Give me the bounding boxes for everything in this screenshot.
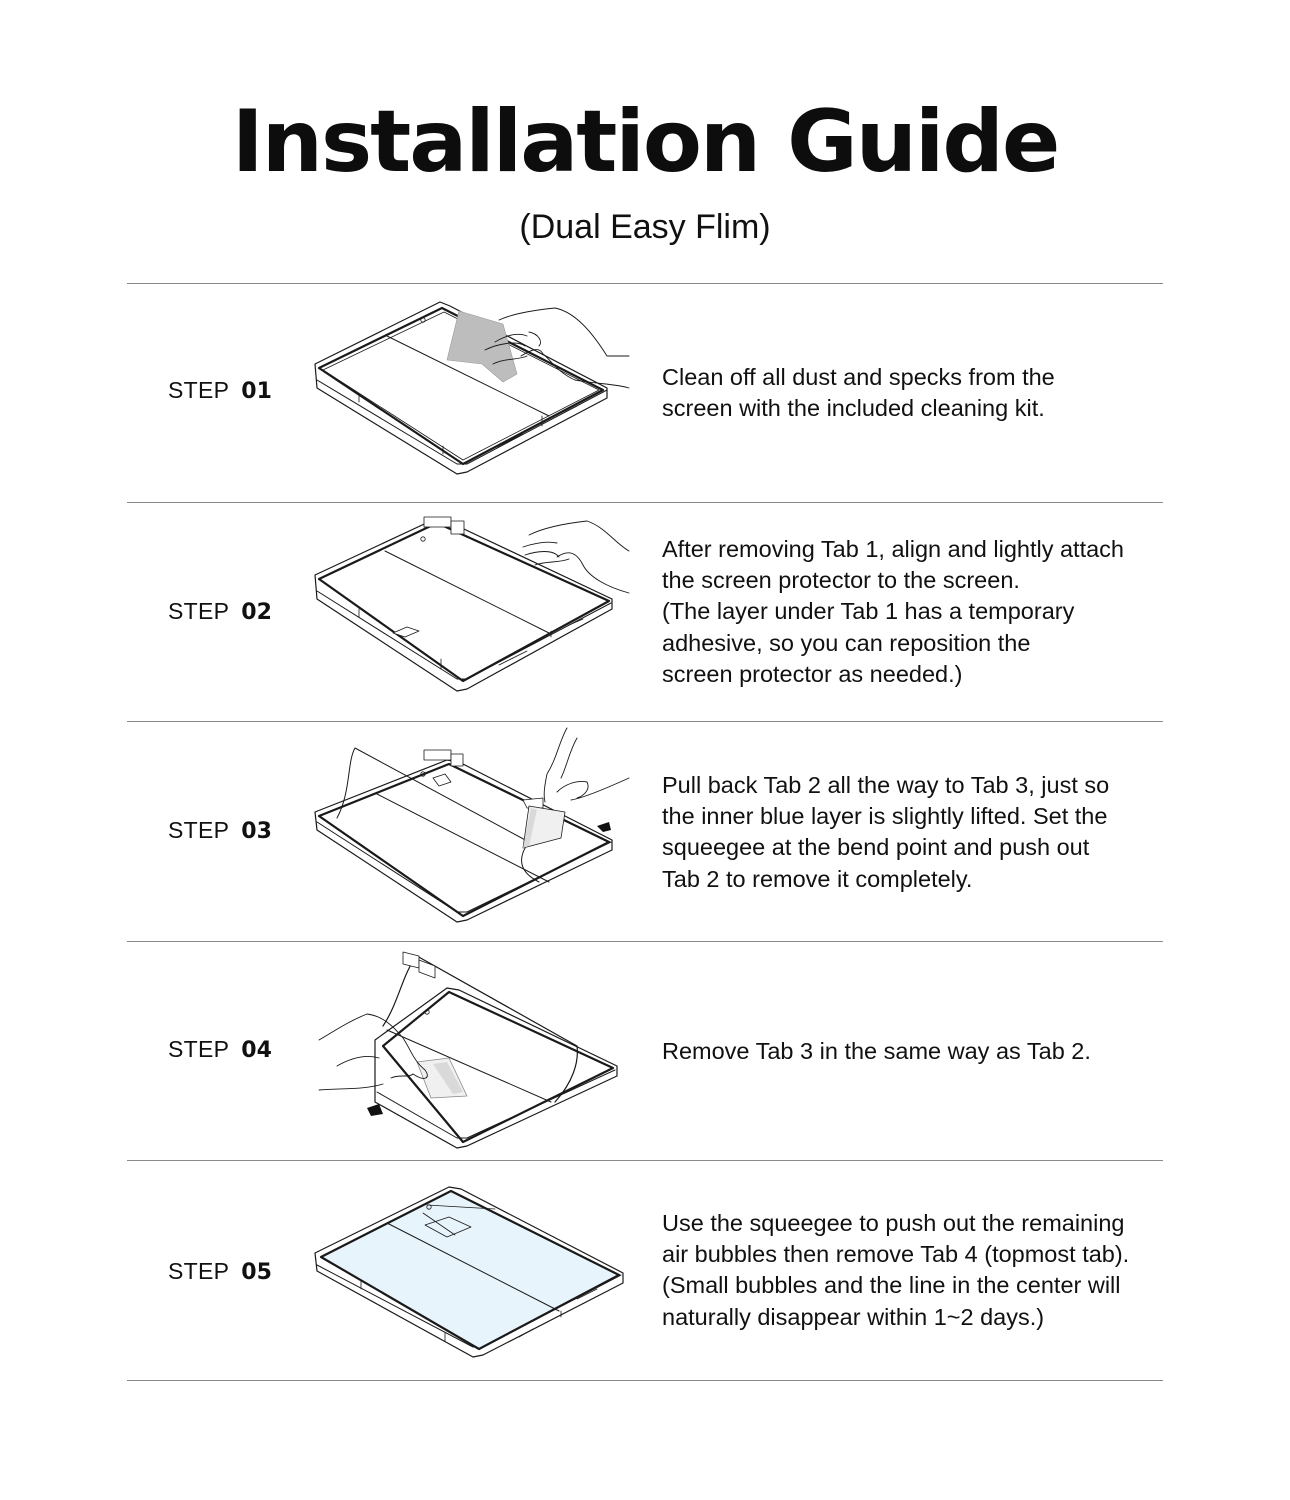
description-line: Pull back Tab 2 all the way to Tab 3, just so <box>662 772 1110 798</box>
step-01 <box>127 284 1163 503</box>
step-description <box>662 362 1172 424</box>
step-description <box>662 1036 1172 1067</box>
step-word: STEP <box>168 817 230 843</box>
step-label <box>168 376 272 406</box>
step-description <box>662 770 1172 895</box>
description-line: (The layer under Tab 1 has a temporary <box>662 598 1075 625</box>
description-line: Clean off all dust and specks from the <box>662 364 1055 390</box>
squeegee-remove-tab3-icon <box>307 942 637 1161</box>
step-word: STEP <box>168 377 230 403</box>
description-line: After removing Tab 1, align and lightly attach <box>662 536 1125 562</box>
step-number: 02 <box>241 600 272 625</box>
description-line: squeegee at the bend point and push out <box>662 834 1090 861</box>
description-line: naturally disappear within 1~2 days.) <box>662 1303 1045 1330</box>
step-word: STEP <box>168 1036 230 1062</box>
step-05 <box>127 1161 1163 1380</box>
step-03 <box>127 722 1163 941</box>
hand-aligning-protector-icon <box>307 503 637 722</box>
description-line: screen protector as needed.) <box>662 660 963 687</box>
step-word: STEP <box>168 598 230 624</box>
step-label <box>168 597 272 627</box>
step-label <box>168 1035 272 1065</box>
description-line: adhesive, so you can reposition the <box>662 629 1031 656</box>
description-line: the inner blue layer is slightly lifted. Set the <box>662 803 1108 830</box>
squeegee-push-tab2-icon <box>307 722 637 941</box>
page-title: Installation Guide <box>231 92 1059 192</box>
step-description <box>662 534 1172 690</box>
step-number: 03 <box>241 819 272 844</box>
step-description <box>662 1208 1172 1333</box>
description-line: the screen protector to the screen. <box>662 567 1020 594</box>
step-02 <box>127 503 1163 722</box>
description-line: screen with the included cleaning kit. <box>662 395 1045 422</box>
step-label <box>168 1257 272 1287</box>
page-subtitle: (Dual Easy Flim) <box>519 208 771 246</box>
step-word: STEP <box>168 1258 230 1284</box>
hand-cleaning-screen-icon <box>307 284 637 503</box>
description-line: Remove Tab 3 in the same way as Tab 2. <box>662 1038 1091 1064</box>
step-number: 05 <box>241 1260 272 1285</box>
description-line: Use the squeegee to push out the remaining <box>662 1210 1125 1236</box>
divider <box>127 1380 1163 1381</box>
description-line: air bubbles then remove Tab 4 (topmost tab). <box>662 1241 1130 1268</box>
step-number: 01 <box>241 379 272 404</box>
description-line: Tab 2 to remove it completely. <box>662 865 973 892</box>
description-line: (Small bubbles and the line in the center will <box>662 1272 1121 1299</box>
step-number: 04 <box>241 1038 272 1063</box>
step-04 <box>127 942 1163 1161</box>
step-label <box>168 816 272 846</box>
protector-applied-icon <box>307 1161 637 1380</box>
